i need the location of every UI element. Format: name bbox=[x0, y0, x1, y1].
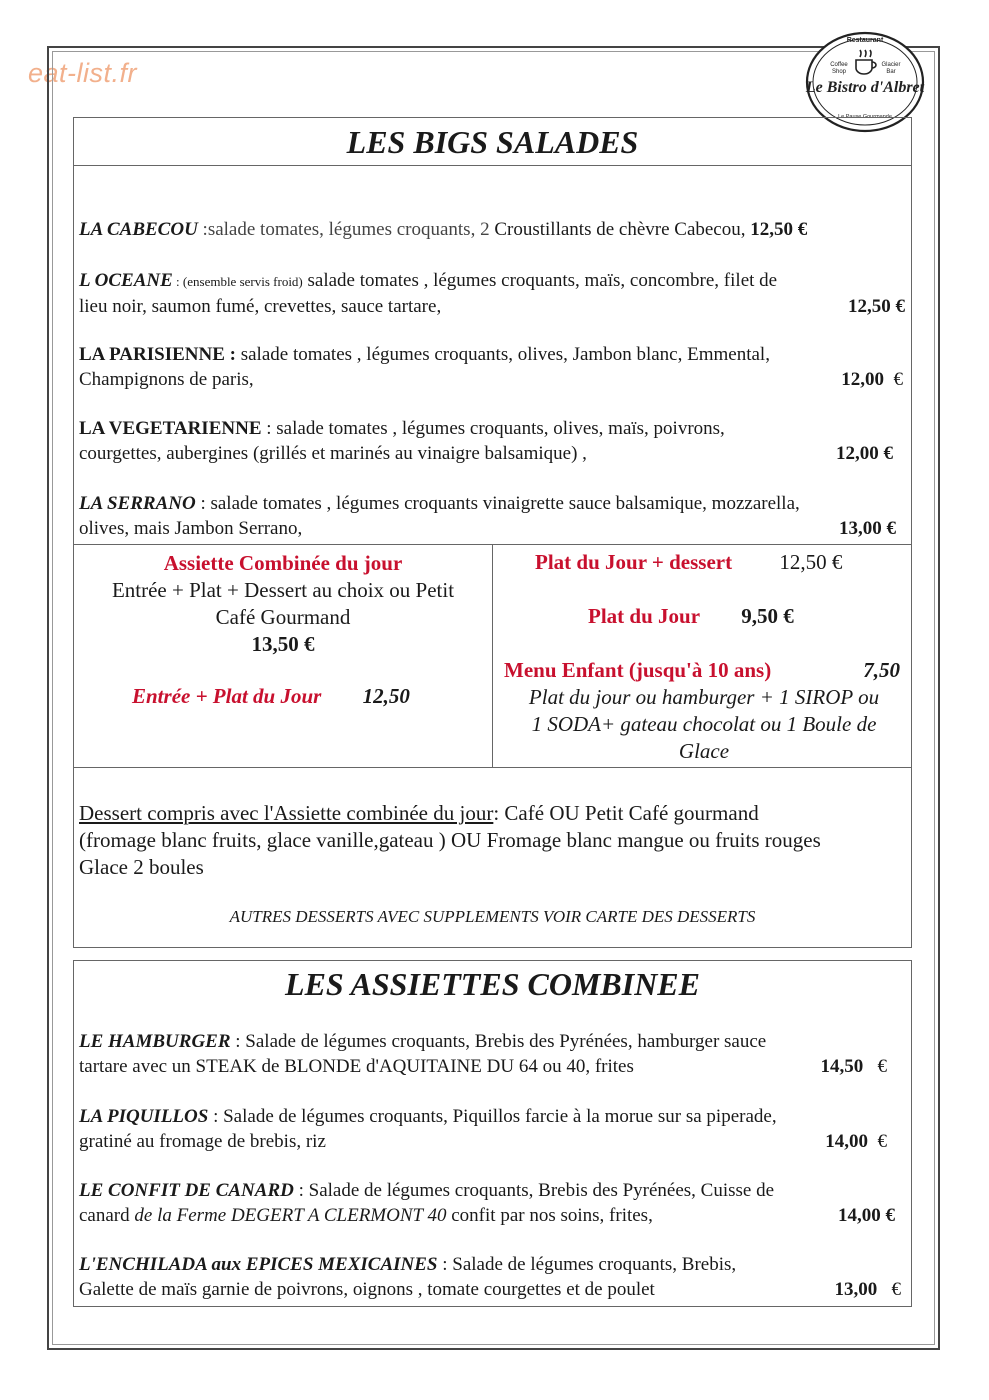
salade-oceane: L OCEANE : (ensemble servis froid) salade tomates , légumes croquants, maïs, concombre, filet de lieu noir, saumon fumé, crevettes, sauce tartare, 12,50 € bbox=[79, 270, 905, 317]
price: 9,50 € bbox=[741, 604, 794, 628]
assiette-enchilada: L'ENCHILADA aux EPICES MEXICAINES : Salade de légumes croquants, Brebis, Galette de maïs garnie de poivrons, oignons , tomate courgettes et de poulet 13,00 € bbox=[79, 1254, 901, 1300]
dessert-note: AUTRES DESSERTS AVEC SUPPLEMENTS VOIR CARTE DES DESSERTS bbox=[229, 907, 756, 926]
entree-plat-block: Entrée + Plat du Jour 12,50 bbox=[132, 684, 410, 708]
logo-left-text-1: Coffee bbox=[830, 62, 848, 68]
assiettes-title: LES ASSIETTES COMBINEE bbox=[285, 966, 700, 1002]
salades-title: LES BIGS SALADES bbox=[346, 124, 639, 160]
price: 7,50 bbox=[863, 658, 900, 682]
price: 14,00 € bbox=[838, 1205, 895, 1226]
pdj-dessert-block: Plat du Jour + dessert 12,50 € bbox=[535, 550, 843, 574]
price: 12,50 € bbox=[779, 550, 843, 574]
logo-top-text: Restaurant bbox=[846, 37, 884, 44]
salade-name: LA SERRANO bbox=[79, 493, 196, 514]
assiette-piquillos: LA PIQUILLOS : Salade de légumes croquants, Piquillos farcie à la morue sur sa piperade, gratiné au fromage de brebis, riz 14,00 € bbox=[79, 1106, 887, 1152]
assiette-name: LE CONFIT DE CANARD bbox=[79, 1180, 294, 1201]
salade-name: LA VEGETARIENNE bbox=[79, 418, 262, 439]
price: 12,50 € bbox=[750, 219, 808, 240]
assiette-hamburger: LE HAMBURGER : Salade de légumes croquants, Brebis des Pyrénées, hamburger sauce tartare avec un STEAK de BLONDE d'AQUITAINE DU 64 ou 40, frites 14,50 € bbox=[79, 1031, 887, 1077]
assiette-name: LE HAMBURGER bbox=[79, 1031, 231, 1052]
pdj-block: Plat du Jour 9,50 € bbox=[588, 604, 794, 628]
price: 14,00 bbox=[825, 1131, 868, 1152]
dessert-text: Dessert compris avec l'Assiette combinée du jour: Café OU Petit Café gourmand (fromage blanc fruits, glace vanille,gateau ) OU Fromage blanc mangue ou fruits rouges Glace 2 boules bbox=[79, 801, 821, 879]
salade-cabecou: LA CABECOU :salade tomates, légumes croquants, 2 Croustillants de chèvre Cabecou, 12,50 € bbox=[79, 219, 808, 240]
assiette-name: L'ENCHILADA aux EPICES MEXICAINES bbox=[79, 1254, 438, 1275]
price: 13,50 € bbox=[251, 632, 315, 656]
logo-right-text-1: Glacier bbox=[881, 62, 901, 68]
logo-left-text-2: Shop bbox=[831, 69, 847, 75]
assiette-confit: LE CONFIT DE CANARD : Salade de légumes croquants, Brebis des Pyrénées, Cuisse de canard de la Ferme DEGERT A CLERMONT 40 confit par nos soins, frites, 14,00 € bbox=[79, 1180, 895, 1226]
price: 12,50 € bbox=[848, 296, 905, 317]
price: 13,00 bbox=[834, 1279, 878, 1300]
salade-parisienne: LA PARISIENNE : salade tomates , légumes croquants, olives, Jambon blanc, Emmental, Champignons de paris, 12,00 € bbox=[79, 344, 903, 390]
assiette-name: LA PIQUILLOS bbox=[79, 1106, 209, 1127]
salade-vegetarienne: LA VEGETARIENNE : salade tomates , légumes croquants, olives, maïs, poivrons, courgettes, aubergines (grillés et marinés au vinaigre balsamique) , 12,00 € bbox=[79, 418, 893, 464]
logo-bottom-text: Le Pause Gourmande bbox=[838, 114, 892, 120]
price: 12,00 € bbox=[836, 443, 893, 464]
price: 13,00 € bbox=[839, 518, 896, 539]
salade-serrano: LA SERRANO : salade tomates , légumes croquants vinaigrette sauce balsamique, mozzarella, olives, mais Jambon Serrano, 13,00 € bbox=[79, 493, 896, 539]
salade-name: LA PARISIENNE : bbox=[79, 344, 236, 365]
price: 12,00 bbox=[841, 369, 884, 390]
menu-enfant-block: Menu Enfant (jusqu'à 10 ans) 7,50 Plat du jour ou hamburger + 1 SIROP ou 1 SODA+ gateau chocolat ou 1 Boule de Glace bbox=[504, 658, 900, 763]
salade-name: L OCEANE bbox=[79, 270, 173, 291]
salade-name: LA CABECOU bbox=[79, 219, 198, 240]
assiette-combinee-block: Assiette Combinée du jour Entrée + Plat + Dessert au choix ou Petit Café Gourmand 13,50 € bbox=[74, 550, 492, 658]
price: 14,50 bbox=[820, 1056, 864, 1077]
logo-right-text-2: Bar bbox=[886, 69, 896, 75]
assiette-title: Assiette Combinée du jour bbox=[163, 551, 403, 575]
price: 12,50 bbox=[362, 684, 410, 708]
logo-name-text: Le Bistro d'Albret bbox=[805, 79, 925, 96]
watermark: eat-list.fr bbox=[28, 58, 138, 88]
